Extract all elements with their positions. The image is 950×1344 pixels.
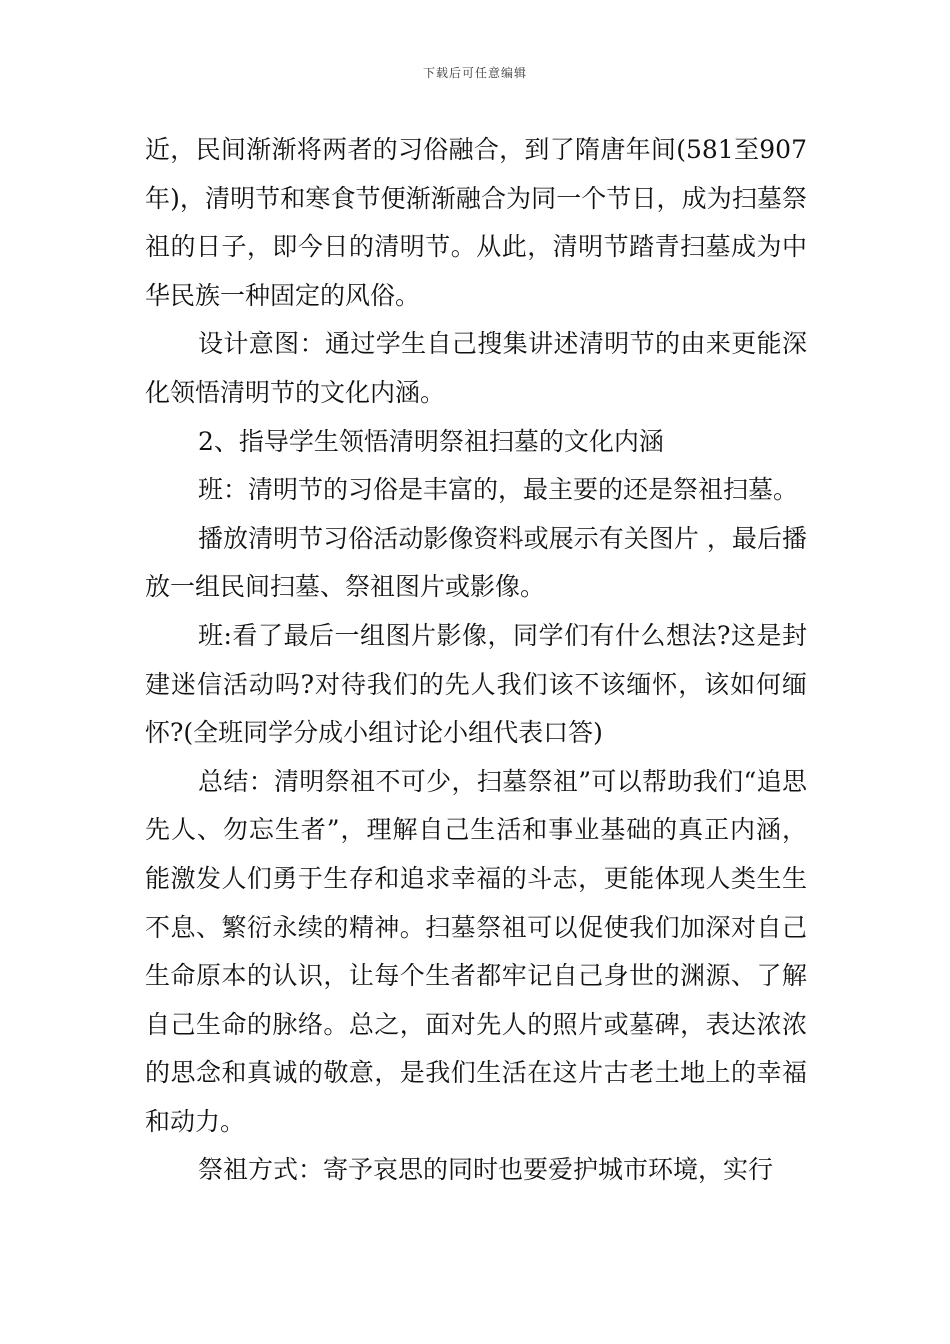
paragraph-teacher-question: 班:看了最后一组图片影像，同学们有什么想法?这是封建迷信活动吗?对待我们的先人我们该不该缅怀，该如何缅怀?(全班同学分成小组讨论小组代表口答) (145, 620, 807, 748)
document-body (145, 126, 807, 1195)
paragraph-play-video: 播放清明节习俗活动影像资料或展示有关图片 ，最后播放一组民间扫墓、祭祖图片或影像。 (145, 523, 807, 602)
paragraph-teacher-intro: 班：清明节的习俗是丰富的，最主要的还是祭祖扫墓。 (198, 475, 799, 505)
paragraph-worship-method: 祭祖方式：寄予哀思的同时也要爱护城市环境，实行 (198, 1155, 774, 1185)
page-header: 下载后可任意编辑 (422, 66, 527, 80)
paragraph-summary: 总结：清明祭祖不可少，扫墓祭祖”可以帮助我们“追思先人、勿忘生者”，理解自己生活和事业基础的真正内涵，能激发人们勇于生存和追求幸福的斗志，更能体现人类生生不息、繁衍永续的精神。扫墓祭祖可以促使我们加深对自己生命原本的认识，让每个生者都牢记自己身世的渊源、了解自己生命的脉络。总之，面对先人的照片或墓碑，表达浓浓的思念和真诚的敬意，是我们生活在这片古老土地上的幸福和动力。 (145, 766, 807, 1136)
paragraph-section-heading: 2、指导学生领悟清明祭祖扫墓的文化内涵 (198, 426, 664, 456)
paragraph-origin: 近，民间渐渐将两者的习俗融合，到了隋唐年间(581至907年)，清明节和寒食节便渐渐融合为同一个节日，成为扫墓祭祖的日子，即今日的清明节。从此，清明节踏青扫墓成为中华民族一种固定的风俗。 (145, 135, 807, 310)
paragraph-design-intent: 设计意图：通过学生自己搜集讲述清明节的由来更能深化领悟清明节的文化内涵。 (145, 329, 807, 407)
